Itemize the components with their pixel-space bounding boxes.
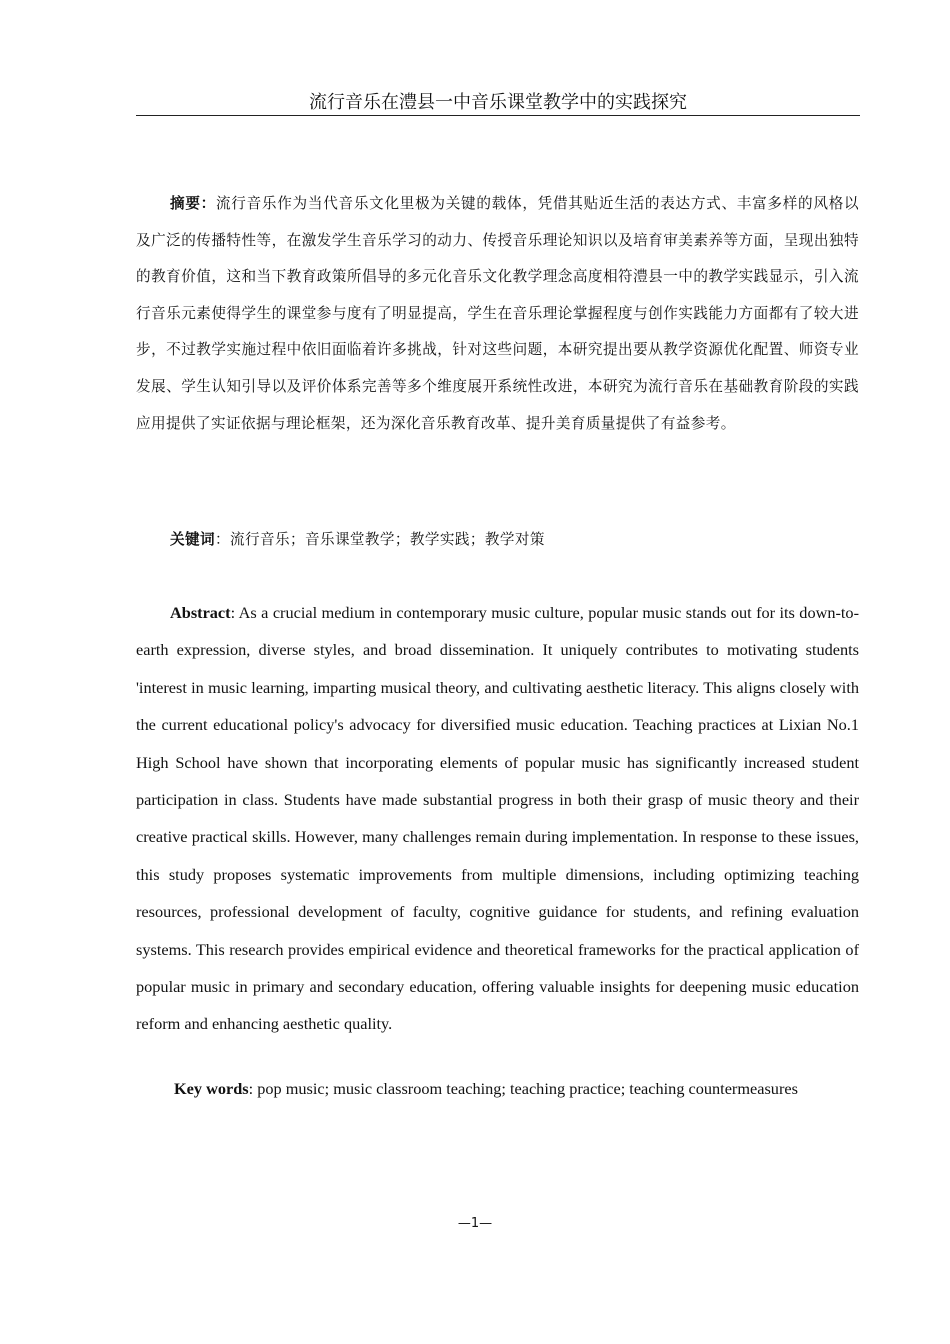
chinese-keywords [136, 525, 859, 555]
chinese-abstract-text: 流行音乐作为当代音乐文化里极为关键的载体，凭借其贴近生活的表达方式、丰富多样的风格以及广泛的传播特性等，在激发学生音乐学习的动力、传授音乐理论知识以及培育审美素养等方面，呈现出独特的教育价值，这和当下教育政策所倡导的多元化音乐文化教学理念高度相符澧县一中的教学实践显示，引入流行音乐元素使得学生的课堂参与度有了明显提高，学生在音乐理论掌握程度与创作实践能力方面都有了较大进步，不过教学实施过程中依旧面临着许多挑战，针对这些问题，本研究提出要从教学资源优化配置、师资专业发展、学生认知引导以及评价体系完善等多个维度展开系统性改进，本研究为流行音乐在基础教育阶段的实践应用提供了实证依据与理论框架，还为深化音乐教育改革、提升美育质量提供了有益参考。 [136, 195, 860, 432]
chinese-abstract-label: 摘要： [170, 195, 216, 212]
chinese-keywords-text: 流行音乐；音乐课堂教学；教学实践；教学对策 [229, 531, 545, 548]
chinese-keywords-label: 关键词 [170, 531, 215, 548]
running-header-title: 流行音乐在澧县一中音乐课堂教学中的实践探究 [309, 92, 687, 113]
english-keywords-label: Key words [174, 1079, 249, 1098]
english-keywords-text: : pop music; music classroom teaching; teaching practice; teaching countermeasures [248, 1079, 798, 1098]
english-abstract-label: Abstract [170, 603, 231, 622]
chinese-abstract [136, 186, 859, 442]
page-number: —1— [457, 1216, 493, 1231]
chinese-keywords-separator: ： [214, 531, 230, 548]
english-keywords [136, 1074, 859, 1104]
running-header [136, 92, 860, 116]
english-abstract-text: : As a crucial medium in contemporary music culture, popular music stands out for its down-to-earth expression, diverse styles, and broad dissemination. It uniquely contributes to motivating students 'interest in music learning, imparting musical theory, and cultivating aesthetic literacy. This aligns closely with the current educational policy's advocacy for diversified music education. Teaching practices at Lixian No.1 High School have shown that incorporating elements of popular music has significantly increased student participation in class. Students have made substantial progress in both their grasp of music theory and their creative practical skills. However, many challenges remain during implementation. In response to these issues, this study proposes systematic improvements from multiple dimensions, including optimizing teaching resources, professional development of faculty, cognitive guidance for students, and refining evaluation systems. This research provides empirical evidence and theoretical frameworks for the practical application of popular music in primary and secondary education, offering valuable insights for deepening music education reform and enhancing aesthetic quality. [136, 603, 859, 1034]
english-abstract [136, 594, 859, 1043]
